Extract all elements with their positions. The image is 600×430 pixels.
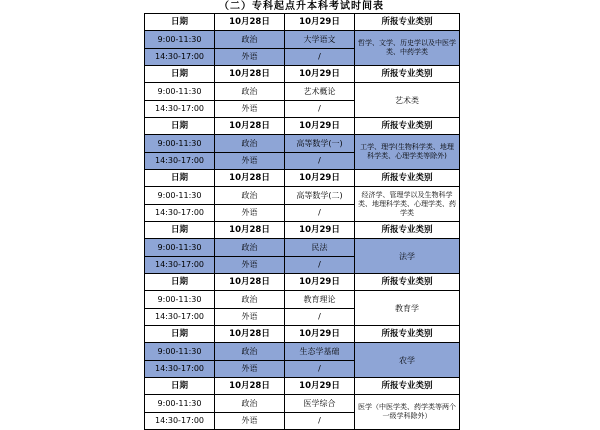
category-cell: 医学（中医学类、药学类等两个一级学科除外） [355,395,460,430]
header-day2: 10月29日 [285,274,355,291]
header-row [145,274,460,291]
category-cell: 农学 [355,343,460,378]
afternoon-slot: 14:30-17:00 [145,205,215,222]
afternoon-subject-day1: 外语 [215,153,285,170]
header-date: 日期 [145,118,215,135]
morning-slot: 9:00-11:30 [145,135,215,153]
header-category: 所报专业类别 [355,222,460,239]
morning-row [145,239,460,257]
category-cell: 哲学、文学、历史学以及中医学类、中药学类 [355,31,460,66]
category-cell: 法学 [355,239,460,274]
category-cell: 经济学、管理学以及生物科学类、地理科学类、心理学类、药学类 [355,187,460,222]
header-category: 所报专业类别 [355,274,460,291]
afternoon-subject-day2: / [285,101,355,118]
header-day2: 10月29日 [285,66,355,83]
morning-slot: 9:00-11:30 [145,31,215,49]
header-row [145,118,460,135]
header-day2: 10月29日 [285,378,355,395]
header-day1: 10月28日 [215,66,285,83]
header-category: 所报专业类别 [355,170,460,187]
afternoon-subject-day2: / [285,361,355,378]
afternoon-subject-day2: / [285,205,355,222]
header-date: 日期 [145,378,215,395]
morning-subject-day1: 政治 [215,239,285,257]
header-day2: 10月29日 [285,326,355,343]
morning-row [145,135,460,153]
morning-subject-day1: 政治 [215,395,285,413]
header-day2: 10月29日 [285,222,355,239]
header-day2: 10月29日 [285,170,355,187]
category-cell: 艺术类 [355,83,460,118]
header-day2: 10月29日 [285,14,355,31]
afternoon-slot: 14:30-17:00 [145,361,215,378]
morning-slot: 9:00-11:30 [145,395,215,413]
morning-subject-day2: 大学语文 [285,31,355,49]
header-day2: 10月29日 [285,118,355,135]
morning-row [145,83,460,101]
morning-row [145,343,460,361]
morning-row [145,291,460,309]
header-category: 所报专业类别 [355,118,460,135]
afternoon-subject-day2: / [285,49,355,66]
header-category: 所报专业类别 [355,14,460,31]
morning-subject-day2: 生态学基础 [285,343,355,361]
header-day1: 10月28日 [215,274,285,291]
header-day1: 10月28日 [215,222,285,239]
header-category: 所报专业类别 [355,326,460,343]
header-row [145,378,460,395]
afternoon-subject-day2: / [285,309,355,326]
afternoon-subject-day1: 外语 [215,257,285,274]
header-date: 日期 [145,170,215,187]
header-date: 日期 [145,274,215,291]
afternoon-subject-day2: / [285,257,355,274]
exam-schedule-table [144,13,460,430]
header-row [145,14,460,31]
morning-slot: 9:00-11:30 [145,187,215,205]
afternoon-slot: 14:30-17:00 [145,153,215,170]
afternoon-subject-day1: 外语 [215,413,285,430]
morning-subject-day2: 艺术概论 [285,83,355,101]
morning-row [145,395,460,413]
header-day1: 10月28日 [215,378,285,395]
page-title: （二）专科起点升本科考试时间表 [219,1,384,12]
header-day1: 10月28日 [215,170,285,187]
morning-subject-day1: 政治 [215,135,285,153]
header-date: 日期 [145,326,215,343]
header-day1: 10月28日 [215,14,285,31]
header-date: 日期 [145,222,215,239]
header-day1: 10月28日 [215,118,285,135]
morning-subject-day1: 政治 [215,343,285,361]
header-category: 所报专业类别 [355,378,460,395]
header-row [145,326,460,343]
afternoon-slot: 14:30-17:00 [145,101,215,118]
afternoon-subject-day2: / [285,413,355,430]
morning-subject-day1: 政治 [215,31,285,49]
morning-row [145,187,460,205]
header-day1: 10月28日 [215,326,285,343]
morning-slot: 9:00-11:30 [145,83,215,101]
afternoon-subject-day1: 外语 [215,49,285,66]
afternoon-slot: 14:30-17:00 [145,309,215,326]
header-row [145,170,460,187]
header-category: 所报专业类别 [355,66,460,83]
morning-subject-day2: 高等数学(二) [285,187,355,205]
afternoon-subject-day1: 外语 [215,309,285,326]
afternoon-slot: 14:30-17:00 [145,257,215,274]
afternoon-subject-day1: 外语 [215,101,285,118]
header-row [145,66,460,83]
afternoon-subject-day1: 外语 [215,205,285,222]
afternoon-subject-day1: 外语 [215,361,285,378]
morning-subject-day2: 民法 [285,239,355,257]
header-date: 日期 [145,14,215,31]
afternoon-slot: 14:30-17:00 [145,413,215,430]
morning-subject-day2: 教育理论 [285,291,355,309]
morning-slot: 9:00-11:30 [145,343,215,361]
morning-slot: 9:00-11:30 [145,291,215,309]
header-row [145,222,460,239]
morning-subject-day2: 高等数学(一) [285,135,355,153]
morning-row [145,31,460,49]
morning-subject-day1: 政治 [215,291,285,309]
morning-subject-day2: 医学综合 [285,395,355,413]
category-cell: 教育学 [355,291,460,326]
morning-slot: 9:00-11:30 [145,239,215,257]
morning-subject-day1: 政治 [215,83,285,101]
category-cell: 工学、理学(生物科学类、地理科学类、心理学类等除外) [355,135,460,170]
afternoon-subject-day2: / [285,153,355,170]
afternoon-slot: 14:30-17:00 [145,49,215,66]
morning-subject-day1: 政治 [215,187,285,205]
header-date: 日期 [145,66,215,83]
